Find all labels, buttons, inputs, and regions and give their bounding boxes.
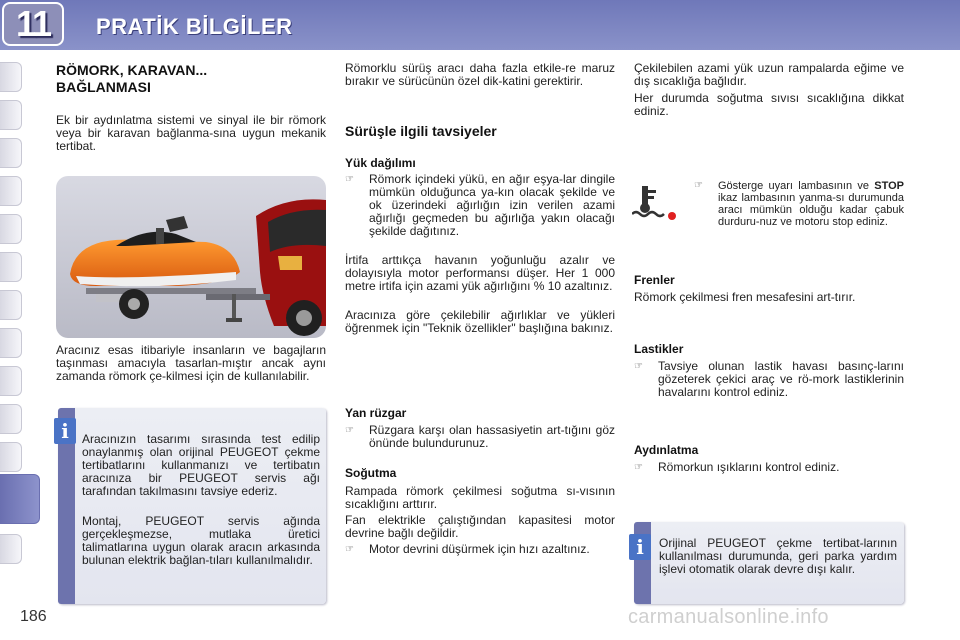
lighting-bullet [634,461,904,474]
bullet-text: Tavsiye olunan lastik havası basınç-larını gözeterek çekici araç ve rö-mork lastiklerinin havalarını kontrol ediniz. [658,359,904,399]
info-right-paragraph: Orijinal PEUGEOT çekme tertibat-larının kullanılması durumunda, geri parka yardım işlevi otomatik olarak devre dışı kalır. [659,536,897,576]
side-wind-bullet [345,424,615,450]
side-tab-11[interactable] [0,442,22,472]
page-title: PRATİK BİLGİLER [96,14,293,39]
stop-warning-bullet [694,180,904,228]
side-tab-4[interactable] [0,176,22,206]
side-tab-5[interactable] [0,214,22,244]
side-tab-8[interactable] [0,328,22,358]
load-distribution-bullet [345,173,615,238]
stop-label: STOP [874,180,904,192]
tyres-title: Lastikler [634,342,684,356]
bullet-text: Römork içindeki yükü, en ağır eşya-lar dingile mümkün olduğunca ya-kın olacak şekilde ve ok üzerindeki ağırlığın izin verilen azami ağırlığı geçmeden bu ağırlığa yakın olacağı şekilde dağıtınız. [369,172,615,238]
pointing-hand-icon: ☞ [345,425,354,436]
bullet-text [718,180,904,228]
pointing-hand-icon: ☞ [345,174,354,185]
bullet-text: Motor devrini düşürmek için hızı azaltınız. [369,542,590,556]
info-icon: i [54,418,76,444]
cooling-paragraph-1: Rampada römork çekilmesi soğutma sı-vısının sıcaklığını arttırır. [345,484,615,511]
lighting-title: Aydınlatma [634,443,699,457]
intro-paragraph: Ek bir aydınlatma sistemi ve sinyal ile bir römork veya bir karavan bağlanma-sına uygun mekanik tertibat. [56,113,326,153]
brakes-title: Frenler [634,273,675,287]
info-left-paragraph-2: Montaj, PEUGEOT servis ağında gerçekleşmezse, mutlaka üretici talimatlarına uygun olarak aracın arkasında bulunan elektrik bağlan-tıları kullanılmalıdır. [82,514,320,567]
side-tab-7[interactable] [0,290,22,320]
cooling-title: Soğutma [345,466,397,480]
weights-paragraph: Aracınıza göre çekilebilir ağırlıklar ve yükleri öğrenmek için "Teknik özellikler" başlığına bakınız. [345,308,615,335]
cooling-paragraph-2: Fan elektrikle çalıştığından kapasitesi motor devrine bağlı değildir. [345,513,615,540]
driving-advice-heading: Sürüşle ilgili tavsiyeler [345,123,497,139]
cooling-bullet [345,543,615,556]
pointing-hand-icon: ☞ [634,361,643,372]
watermark: carmanualsonline.info [628,606,829,628]
info-left-paragraph-1: Aracınızın tasarımı sırasında test edilip onaylanmış olan orijinal PEUGEOT çekme tertibatlarını kullanmanızı ve tertibatın aracınıza bir PEUGEOT servis ağı tarafından takılmasını tavsiye ederiz. [82,432,320,498]
pointing-hand-icon: ☞ [345,544,354,555]
col3-paragraph-2: Her durumda soğutma sıvısı sıcaklığına dikkat ediniz. [634,91,904,118]
col2-intro: Römorklu sürüş aracı daha fazla etkile-re maruz bırakır ve sürücünün özel dik-katini gerektirir. [345,61,615,88]
tyres-bullet [634,360,904,399]
coolant-temperature-warning-icon [632,184,678,222]
bullet-text: Römorkun ışıklarını kontrol ediniz. [658,460,840,474]
caption-paragraph: Aracınız esas itibariyle insanların ve bagajların taşınması amacıyla tasarlan-mıştır ancak aynı zamanda römork çe-kilmesi için de kullanılabilir. [56,343,326,383]
trailer-illustration [56,176,326,338]
pointing-hand-icon: ☞ [694,180,703,191]
load-distribution-title: Yük dağılımı [345,156,416,170]
side-tab-13[interactable] [0,534,22,564]
side-tab-6[interactable] [0,252,22,282]
side-tab-10[interactable] [0,404,22,434]
altitude-paragraph: İrtifa arttıkça havanın yoğunluğu azalır ve dolayısıyla motor performansı düşer. Her 1 000 metre irtifa için azami yük ağırlığını % 10 azaltınız. [345,253,615,293]
side-tab-9[interactable] [0,366,22,396]
side-tab-3[interactable] [0,138,22,168]
chapter-number: 11 [15,3,51,44]
col3-paragraph-1: Çekilebilen azami yük uzun rampalarda eğime ve dış sıcaklığa bağlıdır. [634,61,904,88]
info-icon: i [629,534,651,560]
side-tab-active[interactable] [0,474,40,524]
warning-text-post: ikaz lambasının yanma-sı durumunda aracı mümkün olduğu kadar çabuk durduru-nuz ve motoru stop ediniz. [718,192,904,228]
side-tab-2[interactable] [0,100,22,130]
page-number: 186 [20,608,47,625]
side-tab-1[interactable] [0,62,22,92]
side-wind-title: Yan rüzgar [345,406,407,420]
brakes-paragraph: Römork çekilmesi fren mesafesini art-tırır. [634,290,856,304]
warning-text-pre: Gösterge uyarı lambasının ve [718,180,869,192]
bullet-text: Rüzgara karşı olan hassasiyetin art-tığını göz önünde bulundurunuz. [369,423,615,450]
pointing-hand-icon: ☞ [634,462,643,473]
section-title: RÖMORK, KARAVAN... BAĞLANMASI [56,62,208,95]
